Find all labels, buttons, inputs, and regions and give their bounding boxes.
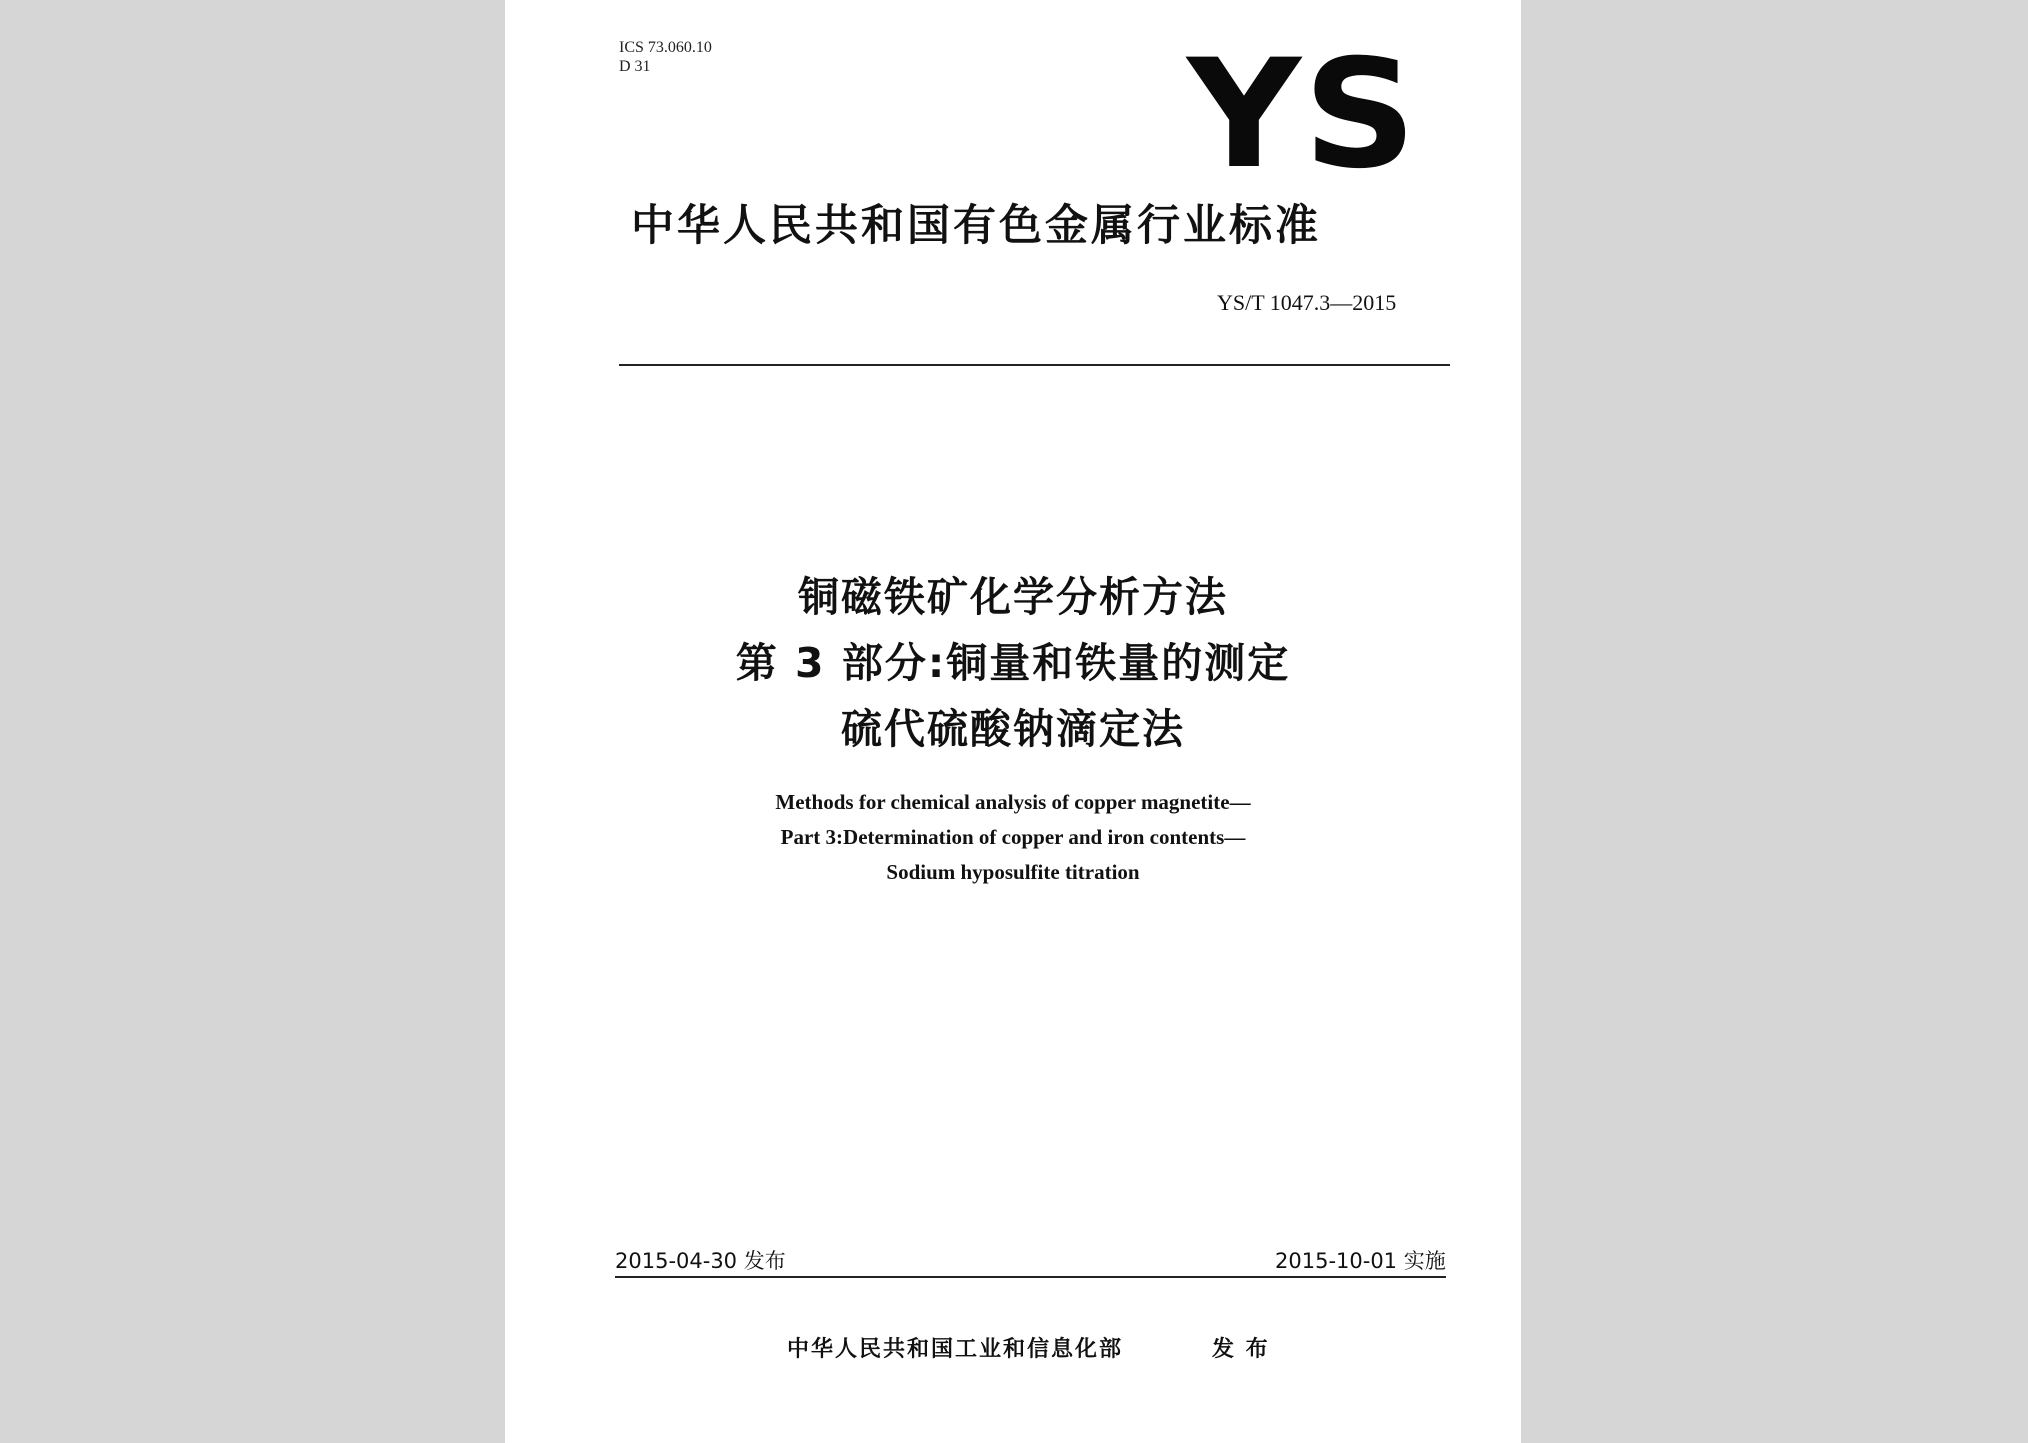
title-cn-line3: 硫代硫酸钠滴定法 <box>841 705 1185 753</box>
footer-divider <box>615 1276 1446 1278</box>
document-page <box>505 0 1521 1443</box>
title-en-line2: Part 3:Determination of copper and iron contents— <box>780 825 1246 849</box>
title-cn-line1: 铜磁铁矿化学分析方法 <box>798 573 1228 621</box>
standard-code: YS/T 1047.3—2015 <box>1217 290 1397 315</box>
title-en-line1: Methods for chemical analysis of copper magnetite— <box>775 790 1251 814</box>
title-en-line3: Sodium hyposulfite titration <box>886 860 1140 884</box>
header-divider <box>619 364 1450 366</box>
ics-code: ICS 73.060.10 <box>619 39 712 56</box>
title-cn-line2: 第 3 部分:铜量和铁量的测定 <box>735 639 1291 687</box>
publisher-name: 中华人民共和国工业和信息化部 <box>787 1337 1124 1362</box>
ccs-code: D 31 <box>619 58 651 75</box>
implement-date: 2015-10-01 实施 <box>1275 1249 1446 1273</box>
publisher-action: 发 布 <box>1212 1337 1270 1362</box>
organization-title: 中华人民共和国有色金属行业标准 <box>631 201 1321 251</box>
ys-logo: YS <box>1187 28 1419 202</box>
issue-date: 2015-04-30 发布 <box>615 1249 786 1273</box>
